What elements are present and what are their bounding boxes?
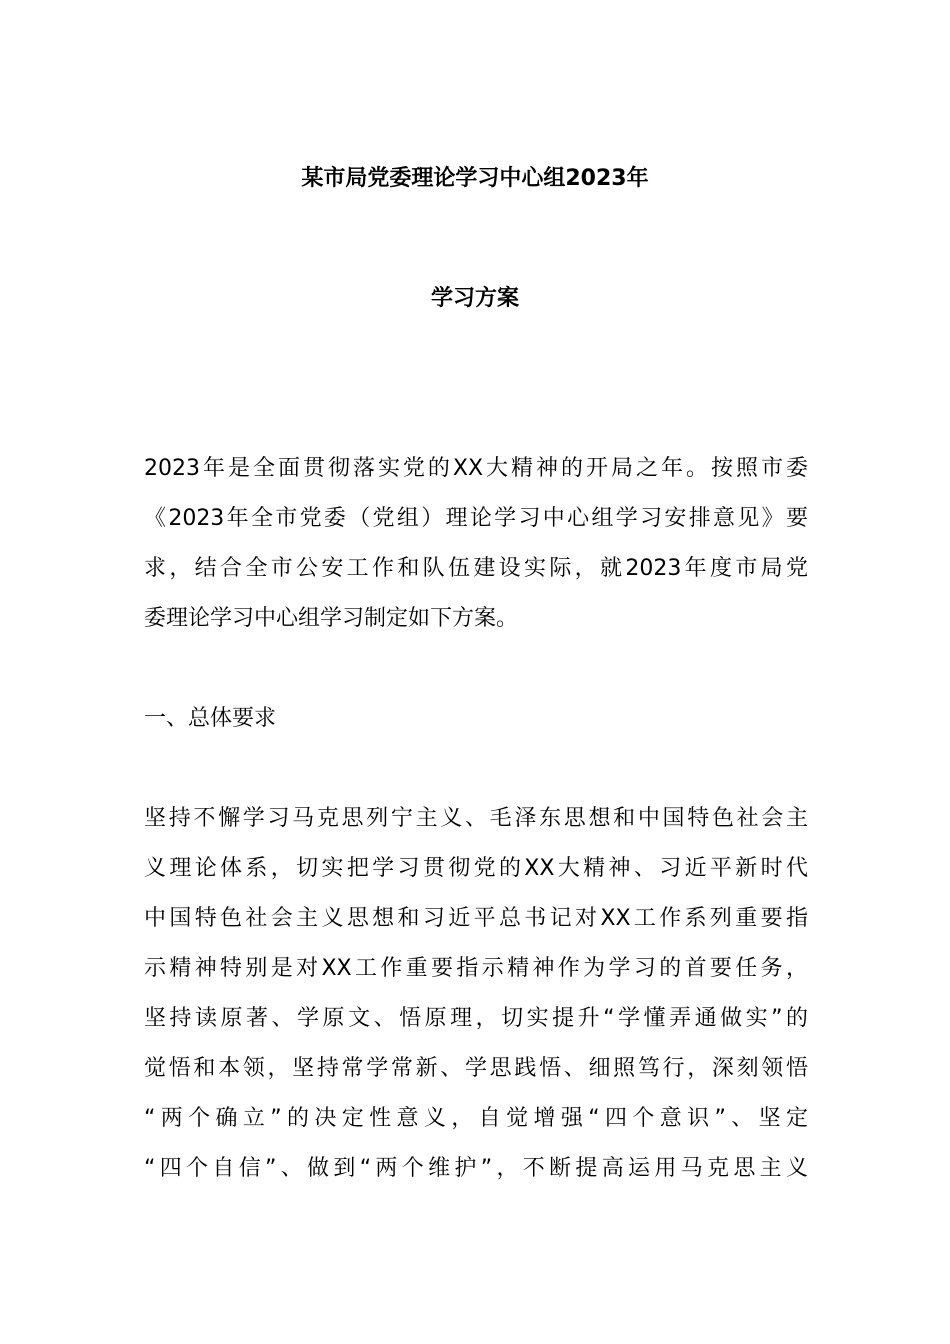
intro-line: 求，结合全市公安工作和队伍建设实际，就2023年度市局党 [144, 556, 808, 581]
intro-line: 2023年是全面贯彻落实党的XX大精神的开局之年。按照市委 [144, 456, 808, 481]
intro-paragraph [144, 444, 808, 644]
section-1-line: “四个自信”、做到“两个维护”，不断提高运用马克思主义 [144, 1156, 808, 1181]
section-1-line: 中国特色社会主义思想和习近平总书记对XX工作系列重要指 [144, 906, 808, 931]
document-title-line-1: 某市局党委理论学习中心组2023年 [301, 166, 649, 191]
document-title-line-2: 学习方案 [430, 286, 519, 311]
section-1-line: 义理论体系，切实把学习贯彻党的XX大精神、习近平新时代 [144, 856, 808, 881]
section-heading [144, 694, 808, 744]
section-1-paragraph [144, 794, 808, 1194]
intro-line: 委理论学习中心组学习制定如下方案。 [144, 606, 519, 631]
intro-line: 《2023年全市党委（党组）理论学习中心组学习安排意见》要 [144, 506, 808, 531]
section-1-line: 坚持读原著、学原文、悟原理，切实提升“学懂弄通做实”的 [144, 1006, 808, 1031]
section-1-line: 示精神特别是对XX工作重要指示精神作为学习的首要任务， [144, 956, 808, 981]
section-1-line: 觉悟和本领，坚持常学常新、学思践悟、细照笃行，深刻领悟 [144, 1056, 808, 1081]
section-1-line: 坚持不懈学习马克思列宁主义、毛泽东思想和中国特色社会主 [144, 806, 808, 831]
section-1-line: “两个确立”的决定性意义，自觉增强“四个意识”、坚定 [144, 1106, 808, 1131]
section-1-heading: 一、总体要求 [144, 706, 277, 731]
